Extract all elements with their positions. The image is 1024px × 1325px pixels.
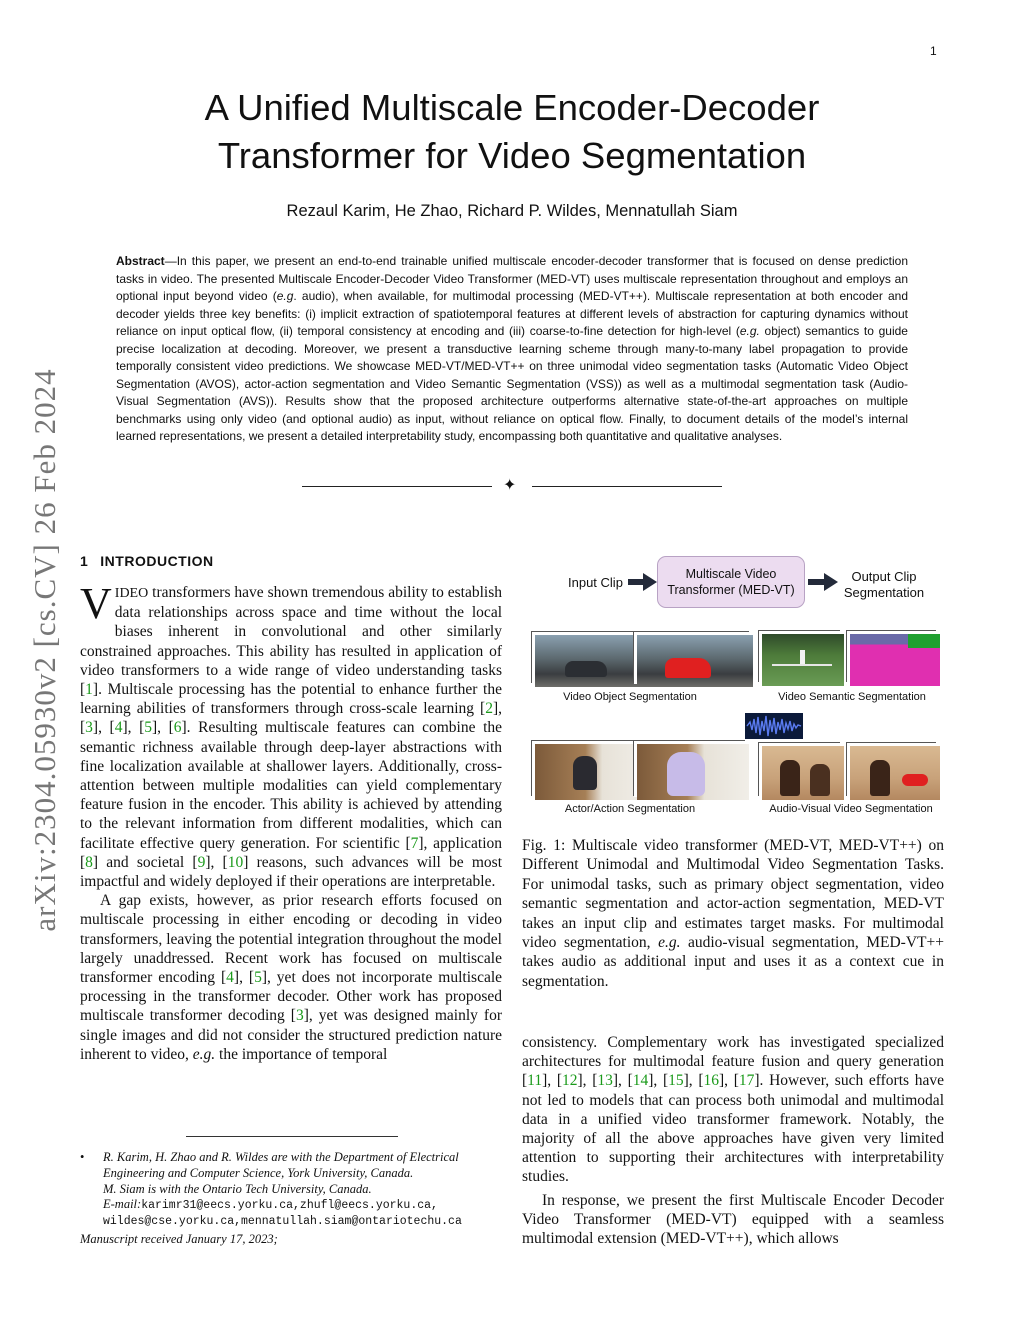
intro-text: ], [ [80,700,502,737]
title-line-1: A Unified Multiscale Encoder-Decoder [204,87,820,128]
output-mask-thumbnail [637,744,749,800]
intro-text: ]. Multiscale processing has the potential to enhance further the learning abilities of transformers through cross-scale learning [ [80,681,502,718]
sub-caption-actor-action: Actor/Action Segmentation [564,803,696,815]
intro-text: ] reasons, such advances will be most impactful and widely deployed if their operations are interpretable. [80,853,503,891]
actor-action-seg-thumbnails [531,740,751,800]
intro-text: ], application [ [80,834,503,871]
citation-link[interactable]: 13 [597,1072,613,1090]
sub-caption-avs: Audio-Visual Video Segmentation [769,803,933,815]
right-text: ]. However, such efforts have not led to models that can process both unimodal and multimodal data in a unified video transformer framework. Notably, the majority of all the above approaches have given very limited attention to supporting their architectures with interpretability studies. [522,1072,944,1186]
input-frame-thumbnail [762,634,844,686]
figure-caption [522,836,944,991]
caption-text-a: Multiscale video transformer (MED-VT, MED-VT++) on Different Unimodal and Multimodal Video Segmentation Tasks. For unimodal tasks, such as primary object segmentation, video semantic segmentation and actor-action segmentation, MED-VT takes an input clip and estimates target masks. For multimodal video segmentation, [522,837,945,952]
citation-link[interactable]: 1 [85,681,93,699]
right-text: ], [ [577,1072,598,1090]
citation-link[interactable]: 16 [703,1072,719,1090]
citation-link[interactable]: 17 [738,1072,755,1090]
audio-visual-seg-thumbnails [758,742,944,800]
input-frame-thumbnail [762,746,844,800]
input-frame-thumbnail [535,744,647,800]
citation-link[interactable]: 11 [527,1072,543,1090]
video-object-seg-thumbnails [531,631,751,687]
caption-text-b: audio-visual segmentation, MED-VT++ takes audio as additional input and uses it as a context cue in segmentation. [522,934,944,990]
right-paragraph-2: In response, we present the first Multiscale Encoder Decoder Video Transformer (MED-VT) equipped with a seamless multimodal extension (MED-VT++), which allows [522,1191,944,1248]
citation-link[interactable]: 4 [114,719,123,737]
citation-link[interactable]: 10 [227,853,244,871]
title-line-2: Transformer for Video Segmentation [217,135,807,176]
intro-paragraph-2 [80,891,502,1064]
citation-link[interactable]: 6 [173,719,182,737]
intro-text: ]. Resulting multiscale features can combine the semantic richness available through deep-layer abstractions with fine localization available at shallower layers. Additionally, cross-attention between multiple modalities can yield complementary feature fusion in the encoder. This ability is achieved by attending to the relevant information from different modalities, which can facilitate effective query generation. For scientific [ [80,719,503,852]
section-number: 1 [80,553,89,569]
abstract-eg-2: e.g. [739,324,760,338]
intro-text: ], [ [205,853,228,871]
footnote-emails [103,1197,520,1214]
intro-text: ], [ [122,719,145,737]
abstract-text-b: . audio), when available, for multimodal processing (MED-VT++). Multiscale representation at both encoder and decoder yields three key benefits: (i) implicit extraction of spatiotemporal features at different levels of abstraction for capturing dynamics without reliance on input optical flow, (ii) temporal consistency at encoding and (iii) coarse-to-fine detection for high-level ( [116,289,908,338]
footnote-line-2: M. Siam is with the Ontario Tech University, Canada. [103,1181,372,1196]
citation-link[interactable]: 15 [668,1072,684,1090]
citation-link[interactable]: 5 [144,719,152,737]
intro-text: ], yet does not incorporate multiscale processing in the transformer decoder. Other work has proposed multiscale transformer decoding [ [80,969,503,1025]
citation-link[interactable]: 14 [632,1072,649,1090]
citation-link[interactable]: 7 [410,834,419,852]
output-mask-thumbnail [850,746,940,800]
med-vt-box-line-1: Multiscale Video [685,567,777,581]
abstract [116,253,908,446]
arxiv-stamp-text: arXiv:2304.05930v2 [cs.CV] 26 Feb 2024 [27,368,62,932]
intro-text: ], yet was designed mainly for single images and did not consider the structured prediction nature inherent to video, [80,1007,502,1063]
citation-link[interactable]: 8 [85,853,93,871]
page-number: 1 [930,44,937,58]
med-vt-box-line-2: Transformer (MED-VT) [667,583,795,597]
dropcap: V [80,579,112,628]
abstract-text-a: —In this paper, we present an end-to-end trainable unified multiscale encoder-decoder transformer that is focused on dense prediction tasks in video. The presented Multiscale Encoder-Decoder Video Transformer (MED-VT) uses multiscale representation throughout and employs an optional input beyond video ( [116,254,908,303]
intro-text: ], [ [233,969,255,987]
citation-link[interactable]: 2 [485,700,493,718]
sub-caption-vos: Video Object Segmentation [563,691,697,703]
input-frame-thumbnail [535,635,651,687]
manuscript-note: Manuscript received January 17, 2023; [80,1232,278,1246]
first-word-rest: IDEO [114,586,149,601]
output-mask-thumbnail [850,634,940,686]
intro-text: ], [ [151,719,174,737]
intro-text: ] and societal [ [92,853,198,871]
intro-text: A gap exists, however, as prior research efforts focused on multiscale processing in either encoding or decoding in video transformers, leaving the potential integration throughout the model largely unaddressed. Recent work has focused on multiscale transformer encoding [ [80,892,502,987]
email-list-2: wildes@cse.yorku.ca,mennatullah.siam@ontariotechu.ca [103,1215,462,1229]
figure-label: Fig. 1: [522,837,566,854]
intro-right-column [522,1033,944,1248]
abstract-text-c: object) semantics to guide precise localization at decoding. Moreover, we present a transductive learning scheme through many-to-many label propagation to provide temporally consistent video predictions. We showcase MED-VT/MED-VT++ on three unimodal video segmentation tasks (Automatic Video Object Segmentation (AVOS), actor-action segmentation and Video Semantic Segmentation (VSS)) as well as a multimodal segmentation task (Audio-Visual Segmentation (AVS)). Results show that the proposed architecture outperforms alternative state-of-the-art approaches on multiple benchmarks using only video (and optional audio) as input, without reliance on optical flow. Finally, to document details of the model’s internal learned representations, we present a detailed interpretability study, encompassing both quantitative and qualitative analyses. [116,324,908,443]
author-list: Rezaul Karim, He Zhao, Richard P. Wildes, Mennatullah Siam [286,202,738,220]
footnote-rule [186,1136,398,1137]
right-text: ], [ [718,1072,739,1090]
output-label-line-2: Segmentation [843,585,925,600]
citation-link[interactable]: 9 [197,853,206,871]
right-text: ], [ [612,1072,633,1090]
citation-link[interactable]: 3 [85,719,93,737]
citation-link[interactable]: 4 [226,969,234,987]
input-clip-label: Input Clip [568,575,623,590]
intro-left-column [80,579,503,1064]
citation-link[interactable]: 12 [561,1072,578,1090]
video-semantic-seg-thumbnails [758,630,944,688]
separator-line-left [302,486,492,487]
waveform-svg [745,713,803,739]
paper-title [100,84,924,180]
intro-eg: e.g. [192,1045,216,1063]
right-text: consistency. Complementary work has investigated specialized architectures for multimodal feature fusion and query generation [ [522,1034,944,1090]
output-mask-thumbnail [637,635,753,687]
section-heading [80,553,214,569]
caption-eg: e.g. [658,934,681,952]
right-text: ], [ [683,1072,704,1090]
intro-text: transformers have shown tremendous ability to establish data relationships across space and time without the local biases inherent in convolutional and other similarly constrained approaches. This ability has resulted in application of video transformers to a wide range of video understanding tasks [ [80,584,502,699]
output-label [838,569,930,601]
email-label: E-mail: [103,1197,142,1212]
citation-link[interactable]: 5 [254,969,262,987]
separator-diamond-icon: ✦ [503,475,517,494]
intro-paragraph-1 [80,579,503,891]
separator-line-right [532,486,722,487]
footnote-bullet: • [80,1150,85,1164]
citation-link[interactable]: 3 [295,1007,304,1025]
abstract-label: Abstract [116,254,165,268]
med-vt-box [657,556,805,608]
output-label-line-1: Output Clip [851,569,917,584]
abstract-eg-1: e.g [276,289,294,303]
footnote-line-1: R. Karim, H. Zhao and R. Wildes are with the Department of Electrical Engineering and Computer Science, York University, Canada. [103,1150,459,1180]
right-text: ], [ [648,1072,669,1090]
section-title: INTRODUCTION [100,553,214,569]
intro-text: the importance of temporal [215,1045,388,1063]
affiliation-footnote [80,1150,520,1230]
right-paragraph-1 [522,1033,944,1187]
email-list-1: karimr31@eecs.yorku.ca,zhufl@eecs.yorku.ca, [141,1199,438,1213]
right-text: ], [ [542,1072,562,1090]
intro-text: ], [ [92,719,115,737]
sub-caption-vss: Video Semantic Segmentation [778,691,926,703]
audio-waveform-icon [745,713,803,739]
